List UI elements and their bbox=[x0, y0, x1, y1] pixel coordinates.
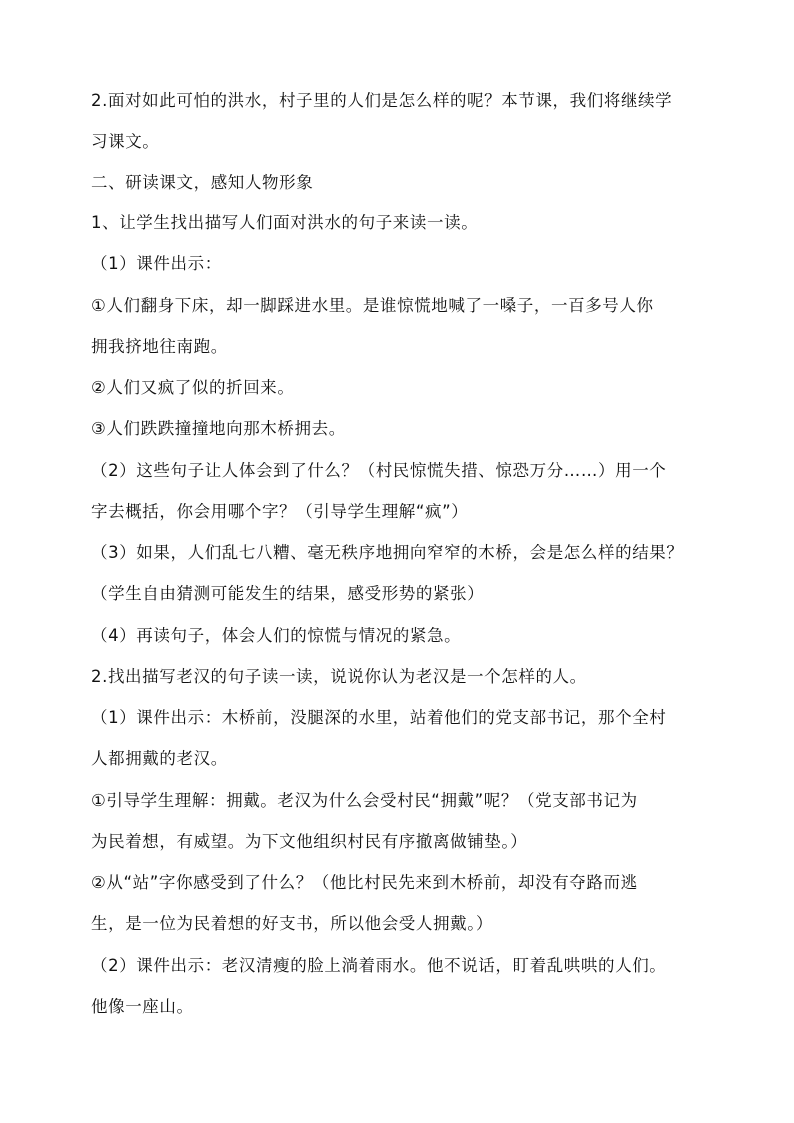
text-line: ①引导学生理解：拥戴。老汉为什么会受村民“拥戴”呢？（党支部书记为 bbox=[91, 791, 638, 810]
text-line: （3）如果，人们乱七八糟、毫无秩序地拥向窄窄的木桥，会是怎么样的结果？ bbox=[91, 543, 684, 562]
text-line: 1、让学生找出描写人们面对洪水的句子来读一读。 bbox=[91, 213, 479, 232]
text-line: 为民着想，有威望。为下文他组织村民有序撤离做铺垫。） bbox=[91, 832, 528, 851]
text-line: 2.面对如此可怕的洪水，村子里的人们是怎么样的呢？本节课，我们将继续学 bbox=[91, 91, 673, 110]
text-line: （学生自由猜测可能发生的结果，感受形势的紧张） bbox=[91, 584, 485, 603]
text-line: 他像一座山。 bbox=[91, 997, 194, 1016]
text-line: （4）再读句子，体会人们的惊慌与情况的紧急。 bbox=[91, 626, 462, 645]
text-line: （2）这些句子让人体会到了什么？（村民惊慌失措、惊恐万分……）用一个 bbox=[91, 461, 667, 480]
text-line: 习课文。 bbox=[91, 132, 160, 151]
text-line: ③人们跌跌撞撞地向那木桥拥去。 bbox=[91, 419, 346, 438]
text-line: 生，是一位为民着想的好支书，所以他会受人拥戴。） bbox=[91, 914, 494, 933]
text-line: 拥我挤地往南跑。 bbox=[91, 337, 228, 356]
text-line: ②从“站”字你感受到了什么？（他比村民先来到木桥前，却没有夺路而逃 bbox=[91, 873, 638, 892]
text-line: 字去概括，你会用哪个字？（引导学生理解“疯”） bbox=[91, 502, 469, 521]
text-line: （1）课件出示： bbox=[91, 254, 222, 273]
text-line: ②人们又疯了似的折回来。 bbox=[91, 378, 295, 397]
text-line: ①人们翻身下床，却一脚踩进水里。是谁惊慌地喊了一嗓子，一百多号人你 bbox=[91, 296, 654, 315]
text-line: （1）课件出示：木桥前，没腿深的水里，站着他们的党支部书记，那个全村 bbox=[91, 708, 667, 727]
text-line: 人都拥戴的老汉。 bbox=[91, 749, 228, 768]
text-line: 2.找出描写老汉的句子读一读，说说你认为老汉是一个怎样的人。 bbox=[91, 667, 587, 686]
section-heading: 二、研读课文，感知人物形象 bbox=[91, 173, 314, 192]
text-line: （2）课件出示：老汉清瘦的脸上淌着雨水。他不说话，盯着乱哄哄的人们。 bbox=[91, 956, 667, 975]
